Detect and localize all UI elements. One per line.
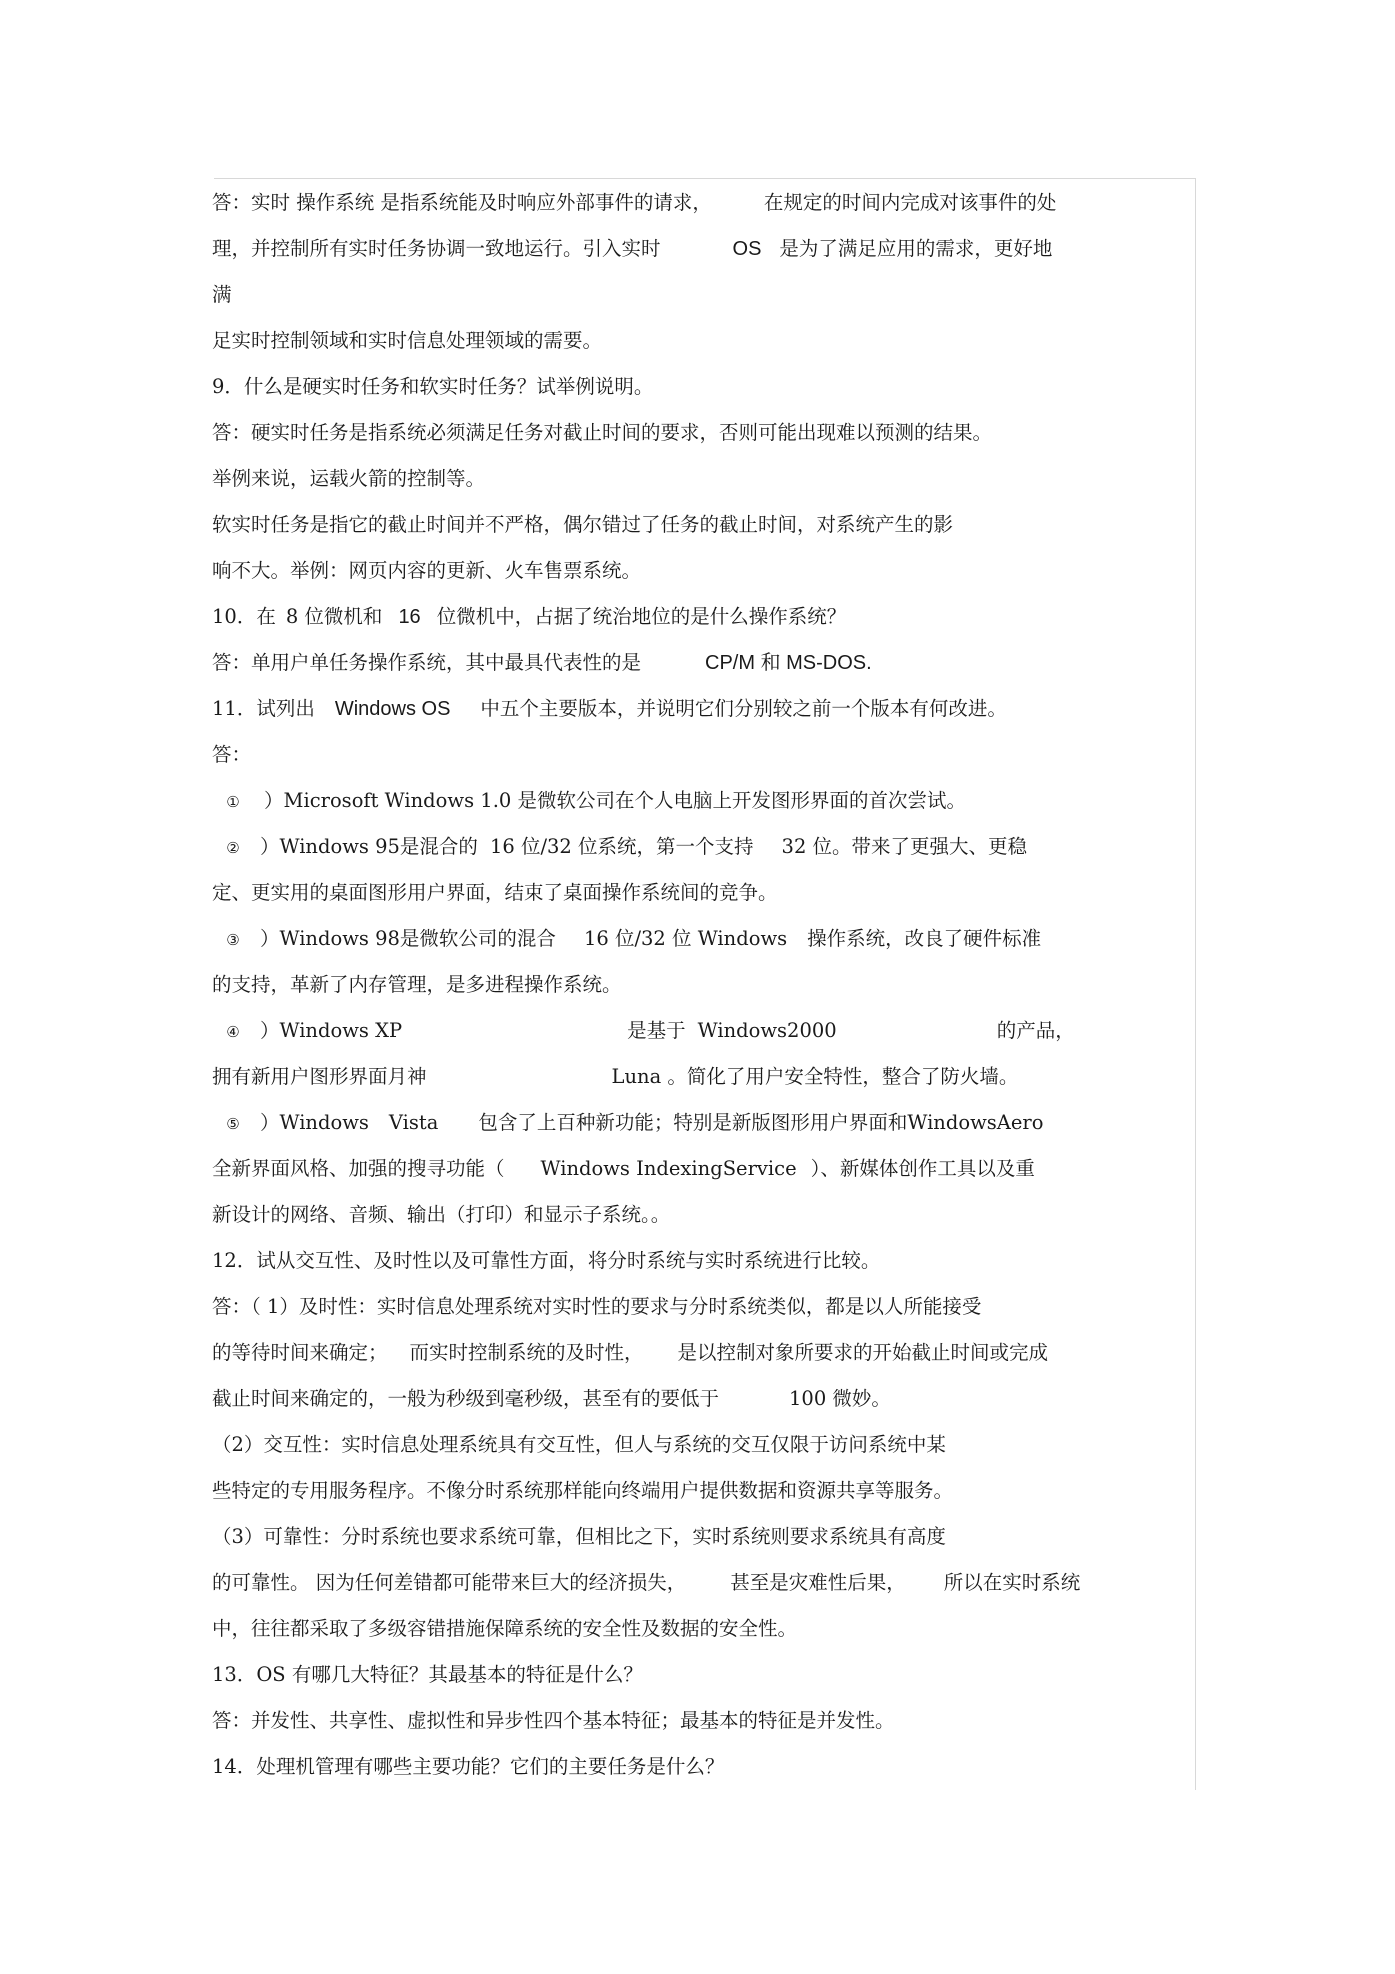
text-line: 定、更实用的桌面图形用户界面，结束了桌面操作系统间的竞争。 — [212, 881, 778, 904]
text-line: 响不大。举例：网页内容的更新、火车售票系统。 — [212, 559, 642, 582]
answer-10: 答：单用户单任务操作系统，其中最具代表性的是 CP/M 和 MS-DOS. — [212, 651, 872, 674]
question-12: 12．试从交互性、及时性以及可靠性方面，将分时系统与实时系统进行比较。 — [212, 1249, 881, 1272]
question-11: 11．试列出 Windows OS 中五个主要版本，并说明它们分别较之前一个版本有何改进。 — [212, 697, 1007, 720]
text-line: 的可靠性。 因为任何差错都可能带来巨大的经济损失， 甚至是灾难性后果， 所以在实时系统 — [212, 1571, 1081, 1594]
text-line: 足实时控制领域和实时信息处理领域的需要。 — [212, 329, 603, 352]
list-item: ② ）Windows 95是混合的 16 位/32 位系统，第一个支持 32 位。带来了更强大、更稳 — [226, 835, 1028, 858]
text-line: 举例来说，运载火箭的控制等。 — [212, 467, 486, 490]
text-line: 的支持，革新了内存管理，是多进程操作系统。 — [212, 973, 622, 996]
answer-12: 答：（ 1）及时性：实时信息处理系统对实时性的要求与分时系统类似，都是以人所能接受 — [212, 1295, 982, 1318]
list-item: ⑤ ）Windows Vista 包含了上百种新功能；特别是新版图形用户界面和WindowsAero — [226, 1111, 1044, 1134]
text-line: 答：实时 操作系统 是指系统能及时响应外部事件的请求， 在规定的时间内完成对该事件的处 — [212, 191, 1057, 214]
text-line: （3）可靠性：分时系统也要求系统可靠，但相比之下，实时系统则要求系统具有高度 — [212, 1525, 946, 1548]
text-line: 理，并控制所有实时任务协调一致地运行。引入实时 OS 是为了满足应用的需求，更好地 — [212, 237, 1053, 260]
list-item: ③ ）Windows 98是微软公司的混合 16 位/32 位 Windows 操作系统，改良了硬件标准 — [226, 927, 1042, 950]
question-13: 13．OS 有哪几大特征？其最基本的特征是什么？ — [212, 1663, 643, 1686]
question-14: 14．处理机管理有哪些主要功能？它们的主要任务是什么？ — [212, 1755, 725, 1778]
text-line: 软实时任务是指它的截止时间并不严格，偶尔错过了任务的截止时间，对系统产生的影 — [212, 513, 954, 536]
text-line: 满 — [212, 283, 232, 306]
text-line: 中，往往都采取了多级容错措施保障系统的安全性及数据的安全性。 — [212, 1617, 798, 1640]
text-line: 截止时间来确定的，一般为秒级到毫秒级，甚至有的要低于 100 微妙。 — [212, 1387, 891, 1410]
document-body — [212, 180, 1182, 1790]
list-item: ④ ）Windows XP 是基于 Windows2000 的产品， — [226, 1019, 1075, 1042]
list-item: ① ）Microsoft Windows 1.0 是微软公司在个人电脑上开发图形界面的首次尝试。 — [226, 789, 967, 812]
answer-11-label: 答： — [212, 743, 252, 766]
answer-9: 答：硬实时任务是指系统必须满足任务对截止时间的要求，否则可能出现难以预测的结果。 — [212, 421, 993, 444]
question-10: 10．在 8 位微机和 16 位微机中，占据了统治地位的是什么操作系统？ — [212, 605, 847, 628]
text-line: 全新界面风格、加强的搜寻功能（ Windows IndexingService ）、新媒体创作工具以及重 — [212, 1157, 1035, 1180]
text-line: （2）交互性：实时信息处理系统具有交互性，但人与系统的交互仅限于访问系统中某 — [212, 1433, 946, 1456]
text-line: 的等待时间来确定； 而实时控制系统的及时性， 是以控制对象所要求的开始截止时间或完成 — [212, 1341, 1049, 1364]
text-line: 些特定的专用服务程序。不像分时系统那样能向终端用户提供数据和资源共享等服务。 — [212, 1479, 954, 1502]
text-line: 新设计的网络、音频、输出（打印）和显示子系统。。 — [212, 1203, 671, 1226]
page-border-top — [214, 178, 1196, 179]
text-line: 拥有新用户图形界面月神 Luna 。简化了用户安全特性，整合了防火墙。 — [212, 1065, 1019, 1088]
answer-13: 答：并发性、共享性、虚拟性和异步性四个基本特征；最基本的特征是并发性。 — [212, 1709, 895, 1732]
page-border-right — [1195, 178, 1196, 1790]
question-9: 9．什么是硬实时任务和软实时任务？试举例说明。 — [212, 375, 654, 398]
